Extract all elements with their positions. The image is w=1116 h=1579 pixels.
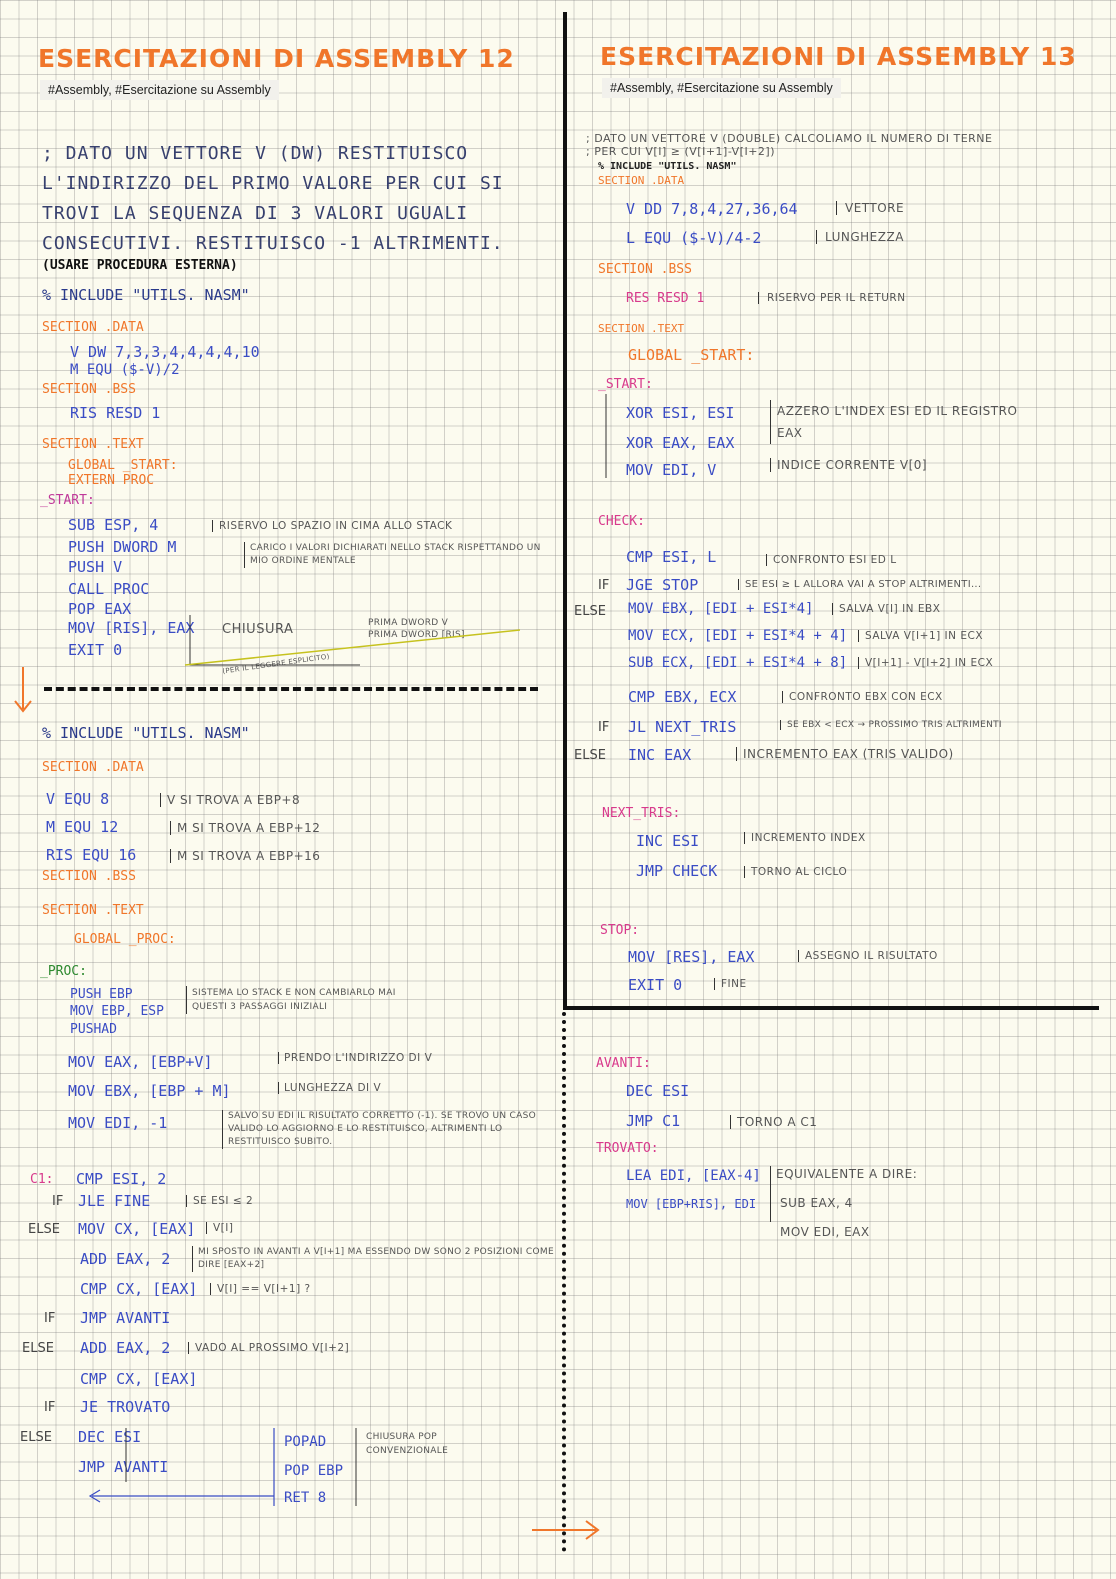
avanti-dec-esi: DEC ESI bbox=[626, 1082, 690, 1100]
jmp-avanti-2: JMP AVANTI bbox=[78, 1458, 169, 1476]
v-dd-comment: VETTORE bbox=[836, 201, 904, 215]
proc-label: _PROC: bbox=[40, 964, 87, 979]
closing-bracket-lines bbox=[180, 610, 520, 680]
v-declaration: V DW 7,3,3,4,4,4,4,10 bbox=[70, 343, 260, 361]
chiusura-label: CHIUSURA bbox=[222, 622, 294, 637]
tags-12: #Assembly, #Esercitazione su Assembly bbox=[40, 80, 279, 100]
res-resd: RES RESD 1 bbox=[626, 291, 705, 306]
global13-start: GLOBAL _START: bbox=[628, 346, 755, 364]
xor-comment: AZZERO L'INDEX ESI ED IL REGISTRO EAX bbox=[770, 400, 1027, 444]
next-tris-label: NEXT_TRIS: bbox=[602, 806, 681, 821]
mov-ecx-vi1: MOV ECX, [EDI + ESI*4 + 4] bbox=[628, 628, 848, 644]
v-dd-decl: V DD 7,8,4,27,36,64 bbox=[626, 200, 798, 218]
sub-eax-4: SUB EAX, 4 bbox=[780, 1196, 853, 1210]
jge-comment: SE ESI ≥ L ALLORA VAI A STOP ALTRIMENTI... bbox=[738, 579, 981, 590]
jmp-check-comment: TORNO AL CICLO bbox=[744, 866, 847, 878]
v-equ-comment: V SI TROVA A EBP+8 bbox=[160, 793, 300, 807]
start13-label: _START: bbox=[598, 377, 653, 392]
cmp-ebx-ecx: CMP EBX, ECX bbox=[628, 688, 737, 706]
jmp-c1-comment: TORNO A C1 bbox=[730, 1115, 817, 1129]
cmp-esi-comment: CONFRONTO ESI ED L bbox=[766, 554, 897, 566]
desc13-line-1: ; DATO UN VETTORE V (DOUBLE) CALCOLIAMO IL NUMERO DI TERNE bbox=[586, 132, 993, 145]
lea-comment: EQUIVALENTE A DIRE: bbox=[776, 1167, 918, 1181]
mov-ris-eax: MOV [RIS], EAX bbox=[68, 619, 195, 637]
cmp-cx-comment: V[I] == V[I+1] ? bbox=[210, 1283, 311, 1295]
xor-eax: XOR EAX, EAX bbox=[626, 434, 735, 452]
dec-esi: DEC ESI bbox=[78, 1428, 142, 1446]
mov-ecx-comment: SALVA V[I+1] IN ECX bbox=[858, 630, 983, 642]
proc-include-line: % INCLUDE "UTILS. NASM" bbox=[42, 724, 250, 742]
else13-1: ELSE bbox=[574, 604, 606, 619]
mov-cx-eax: MOV CX, [EAX] bbox=[78, 1220, 196, 1238]
desc-line-4: CONSECUTIVI. RESTITUISCO -1 ALTRIMENTI. bbox=[42, 233, 504, 254]
mov-edi-comment: INDICE CORRENTE V[0] bbox=[770, 458, 927, 472]
sub-comment: RISERVO LO SPAZIO IN CIMA ALLO STACK bbox=[212, 520, 452, 532]
je-trovato: JE TROVATO bbox=[80, 1398, 171, 1416]
chiusura-pop-comment: CHIUSURA POP CONVENZIONALE bbox=[366, 1432, 449, 1456]
inc-esi: INC ESI bbox=[636, 832, 700, 850]
jmp-avanti: JMP AVANTI bbox=[80, 1309, 171, 1327]
prologue-comment: SISTEMA LO STACK E NON CAMBIARLO MAI QUESTI 3 PASSAGGI INIZIALI bbox=[186, 986, 402, 1014]
exit13: EXIT 0 bbox=[628, 976, 683, 994]
m-equ: M EQU 12 bbox=[46, 818, 119, 836]
mov-cx-comment: V[I] bbox=[206, 1222, 233, 1234]
res-comment: RISERVO PER IL RETURN bbox=[758, 292, 906, 304]
jmp-c1: JMP C1 bbox=[626, 1112, 681, 1130]
m-declaration: M EQU ($-V)/2 bbox=[70, 362, 180, 378]
push-v: PUSH V bbox=[68, 558, 123, 576]
ris-equ-comment: M SI TROVA A EBP+16 bbox=[170, 849, 320, 863]
inc-eax-comment: INCREMENTO EAX (TRIS VALIDO) bbox=[736, 747, 954, 761]
mov-eax-v: MOV EAX, [EBP+V] bbox=[68, 1053, 213, 1071]
mov-edi-v: MOV EDI, V bbox=[626, 461, 717, 479]
exit-zero: EXIT 0 bbox=[68, 641, 123, 659]
page-title-13: ESERCITAZIONI DI ASSEMBLY 13 bbox=[600, 42, 1077, 71]
cmp-esi-2: CMP ESI, 2 bbox=[76, 1170, 167, 1188]
jle-comment: SE ESI ≤ 2 bbox=[186, 1195, 253, 1207]
prima-v-note: PRIMA DWORD V bbox=[368, 618, 449, 628]
stop-label: STOP: bbox=[600, 923, 640, 938]
add-eax-2: ADD EAX, 2 bbox=[80, 1250, 171, 1268]
c1-label: C1: bbox=[30, 1172, 54, 1187]
else13-2: ELSE bbox=[574, 748, 606, 763]
else-2: ELSE bbox=[22, 1341, 54, 1356]
mov-ebp-ris-edi: MOV [EBP+RIS], EDI bbox=[626, 1197, 757, 1211]
section13-bss: SECTION .BSS bbox=[598, 262, 692, 277]
inc-esi-comment: INCREMENTO INDEX bbox=[744, 832, 866, 844]
mov-ebx-m: MOV EBX, [EBP + M] bbox=[68, 1082, 231, 1100]
mov-ebx-vi: MOV EBX, [EDI + ESI*4] bbox=[628, 601, 814, 617]
m-equ-comment: M SI TROVA A EBP+12 bbox=[170, 821, 320, 835]
mov-ebx-comment: LUNGHEZZA DI V bbox=[278, 1082, 381, 1094]
if-2: IF bbox=[44, 1311, 56, 1326]
add-eax2-comment: VADO AL PROSSIMO V[I+2] bbox=[188, 1342, 349, 1354]
exit13-comment: FINE bbox=[714, 978, 747, 990]
if-1: IF bbox=[52, 1194, 64, 1209]
add-eax-comment: MI SPOSTO IN AVANTI A V[I+1] MA ESSENDO DW SONO 2 POSIZIONI COME DIRE [EAX+2] bbox=[192, 1246, 558, 1272]
call-proc: CALL PROC bbox=[68, 580, 150, 598]
jle-fine: JLE FINE bbox=[78, 1192, 151, 1210]
ret-8: RET 8 bbox=[284, 1490, 327, 1506]
if-3: IF bbox=[44, 1400, 56, 1415]
ris-declaration: RIS RESD 1 bbox=[70, 404, 161, 422]
per-il-note: (PER IL LEGGERE ESPLICITO) bbox=[221, 652, 331, 676]
proc-global: GLOBAL _PROC: bbox=[74, 932, 176, 947]
jge-stop: JGE STOP bbox=[626, 576, 699, 594]
desc-line-3: TROVI LA SEQUENZA DI 3 VALORI UGUALI bbox=[42, 203, 469, 224]
tags-13: #Assembly, #Esercitazione su Assembly bbox=[602, 78, 841, 98]
desc-line-1: ; DATO UN VETTORE V (DW) RESTITUISCO bbox=[42, 143, 469, 164]
section-text: SECTION .TEXT bbox=[42, 437, 144, 452]
sub-esp: SUB ESP, 4 bbox=[68, 516, 159, 534]
dotted-divider bbox=[562, 1012, 566, 1552]
else-3: ELSE bbox=[20, 1430, 52, 1445]
global-start: GLOBAL _START: bbox=[68, 458, 178, 473]
down-arrow-icon bbox=[10, 665, 36, 715]
section13-data: SECTION .DATA bbox=[598, 174, 685, 187]
start-label: _START: bbox=[40, 493, 95, 508]
push-comment: CARICO I VALORI DICHIARATI NELLO STACK RISPETTANDO UN MIO ORDINE MENTALE bbox=[244, 542, 560, 568]
mov-ebx-comment: SALVA V[I] IN EBX bbox=[832, 603, 940, 615]
section-divider bbox=[44, 687, 538, 691]
xor-esi: XOR ESI, ESI bbox=[626, 404, 735, 422]
jl-next-tris: JL NEXT_TRIS bbox=[628, 718, 737, 736]
desc13-line-2: ; PER CUI V[I] ≥ (V[I+1]-V[I+2]) bbox=[586, 145, 776, 158]
mov-ebp-esp: MOV EBP, ESP bbox=[70, 1004, 164, 1019]
cmp-cx-eax-2: CMP CX, [EAX] bbox=[80, 1370, 198, 1388]
pop-eax: POP EAX bbox=[68, 600, 132, 618]
inc-eax: INC EAX bbox=[628, 746, 692, 764]
column-divider bbox=[563, 12, 567, 1009]
section-data: SECTION .DATA bbox=[42, 320, 144, 335]
mov-res-comment: ASSEGNO IL RISULTATO bbox=[798, 950, 938, 962]
prima-ris-note: PRIMA DWORD [RIS] bbox=[368, 630, 465, 640]
right-box-bottom-border bbox=[563, 1006, 1099, 1010]
proc-section-bss: SECTION .BSS bbox=[42, 869, 136, 884]
section13-text: SECTION .TEXT bbox=[598, 322, 685, 335]
mov-edi-comment: SALVO SU EDI IL RISULTATO CORRETTO (-1). SE TROVO UN CASO VALIDO LO AGGIORNO E LO RESTITUISCO, ALTRIMENTI LO RESTITUISCO SUBITO. bbox=[222, 1110, 548, 1149]
trovato-separator bbox=[770, 1166, 771, 1222]
mov-edi-eax: MOV EDI, EAX bbox=[780, 1225, 870, 1239]
mov-res-eax: MOV [RES], EAX bbox=[628, 948, 755, 966]
lea-edi: LEA EDI, [EAX-4] bbox=[626, 1168, 761, 1184]
push-dword-m: PUSH DWORD M bbox=[68, 538, 177, 556]
if13-2: IF bbox=[598, 720, 610, 735]
avanti-label: AVANTI: bbox=[596, 1056, 651, 1071]
procedure-note: (USARE PROCEDURA ESTERNA) bbox=[42, 258, 238, 273]
ris-equ: RIS EQU 16 bbox=[46, 846, 137, 864]
page-title-12: ESERCITAZIONI DI ASSEMBLY 12 bbox=[38, 44, 515, 73]
include-line: % INCLUDE "UTILS. NASM" bbox=[42, 286, 250, 304]
l-equ-comment: LUNGHEZZA bbox=[816, 230, 904, 244]
push-ebp: PUSH EBP bbox=[70, 987, 133, 1002]
sub-ecx-vi2: SUB ECX, [EDI + ESI*4 + 8] bbox=[628, 655, 848, 671]
add-eax-2b: ADD EAX, 2 bbox=[80, 1339, 171, 1357]
else-1: ELSE bbox=[28, 1222, 60, 1237]
desc-line-2: L'INDIRIZZO DEL PRIMO VALORE PER CUI SI bbox=[42, 173, 504, 194]
sub-ecx-comment: V[I+1] - V[I+2] IN ECX bbox=[858, 657, 993, 669]
right-arrow-icon bbox=[530, 1516, 610, 1546]
mov-eax-comment: PRENDO L'INDIRIZZO DI V bbox=[278, 1052, 432, 1064]
l-equ-decl: L EQU ($-V)/4-2 bbox=[626, 229, 762, 247]
cmp-esi-l: CMP ESI, L bbox=[626, 548, 717, 566]
cmp-ebx-comment: CONFRONTO EBX CON ECX bbox=[782, 691, 943, 703]
jl-comment: SE EBX < ECX → PROSSIMO TRIS ALTRIMENTI bbox=[780, 720, 1002, 730]
proc-section-text: SECTION .TEXT bbox=[42, 903, 144, 918]
mov-edi-minus1: MOV EDI, -1 bbox=[68, 1114, 168, 1132]
if13-1: IF bbox=[598, 578, 610, 593]
extern-proc: EXTERN PROC bbox=[68, 473, 155, 488]
cmp-cx-eax: CMP CX, [EAX] bbox=[80, 1280, 198, 1298]
include13: % INCLUDE "UTILS. NASM" bbox=[598, 161, 737, 172]
pushad: PUSHAD bbox=[70, 1022, 117, 1037]
section-bss: SECTION .BSS bbox=[42, 382, 136, 397]
pop-ebp: POP EBP bbox=[284, 1463, 344, 1479]
jmp-check: JMP CHECK bbox=[636, 862, 718, 880]
proc-section-data: SECTION .DATA bbox=[42, 760, 144, 775]
popad: POPAD bbox=[284, 1434, 327, 1450]
check-label: CHECK: bbox=[598, 514, 645, 529]
v-equ: V EQU 8 bbox=[46, 790, 110, 808]
trovato-label: TROVATO: bbox=[596, 1141, 659, 1156]
